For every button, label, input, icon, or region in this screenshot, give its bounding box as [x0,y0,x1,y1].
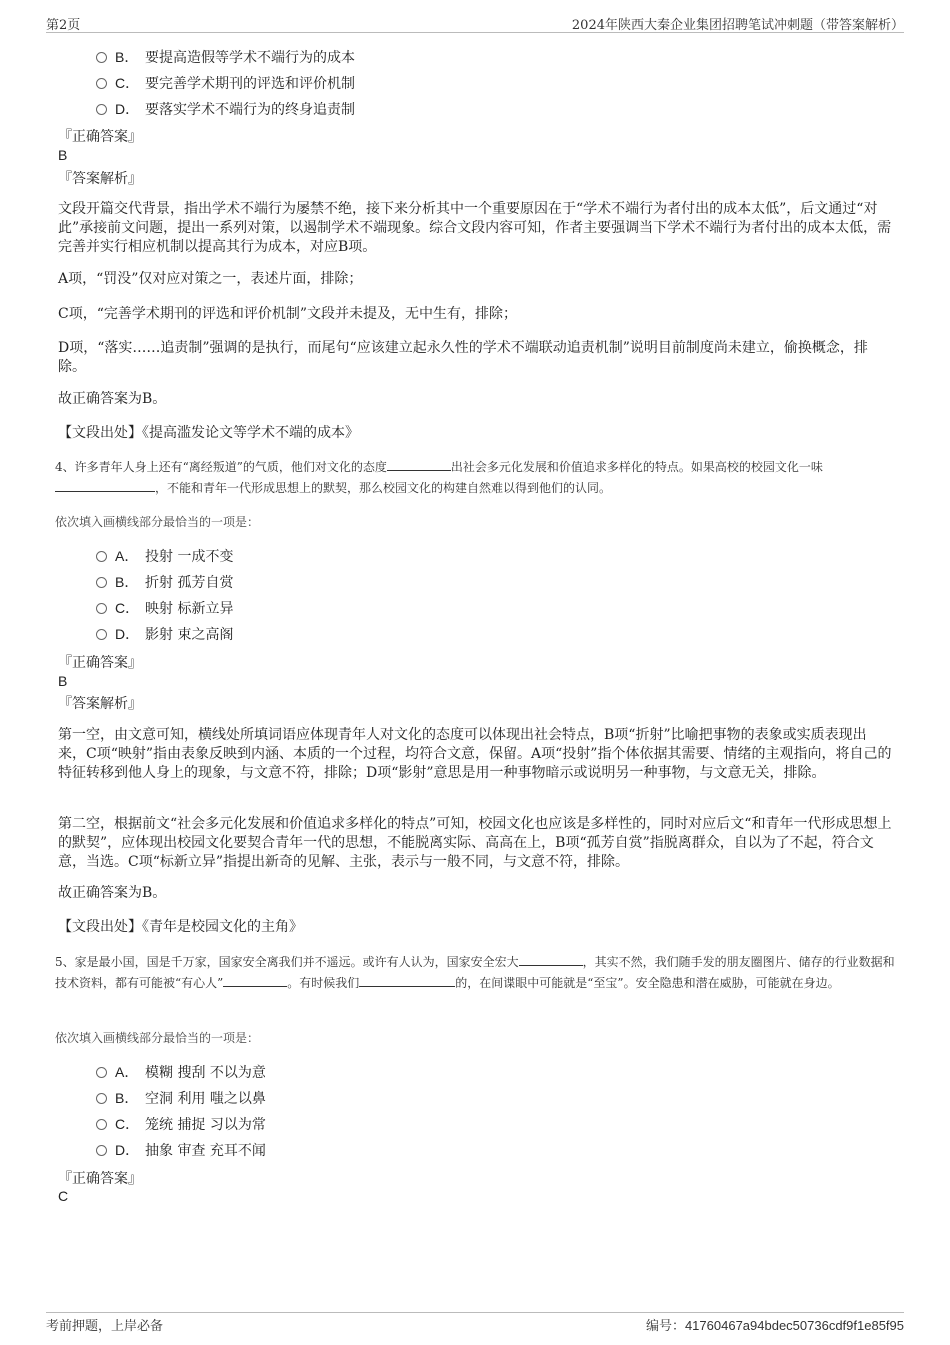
radio-icon[interactable] [96,1093,107,1104]
radio-icon[interactable] [96,629,107,640]
q5-answer: C [58,1188,69,1204]
blank [55,479,155,492]
q3-analysis-para: C项，“完善学术期刊的评选和评价机制”文段并未提及，无中生有，排除； [58,306,518,322]
q4-correct-label: 『正确答案』 [58,655,142,671]
document-code: 编号：41760467a94bdec50736cdf9f1e85f95 [645,1318,904,1333]
q5-instruction: 依次填入画横线部分最恰当的一项是： [55,1031,260,1045]
radio-icon[interactable] [96,577,107,588]
radio-icon[interactable] [96,551,107,562]
q4-option-b[interactable]: B． 折射 孤芳自赏 [96,572,233,592]
blank [519,953,583,966]
q3-analysis-para: 文段开篇交代背景，指出学术不端行为屡禁不绝，接下来分析其中一个重要原因在于“学术不端行为者付出的成本太低”，后文通过“对此”承接前文问题，提出一系列对策，以遏制学术不端现象。综合文段内容可知，作者主要强调当下学术不端行为者付出的成本太低，需完善并实行相应机制以提高其行为成本，对应B项。 [58,201,892,255]
page-number: 第2页 [46,18,81,33]
q5-option-a[interactable]: A． 模糊 搜刮 不以为意 [96,1062,266,1082]
page-header [46,14,904,33]
radio-icon[interactable] [96,52,107,63]
q3-source: 【文段出处】《提高滥发论文等学术不端的成本》 [58,425,359,441]
radio-icon[interactable] [96,78,107,89]
q4-instruction: 依次填入画横线部分最恰当的一项是： [55,515,260,529]
q5-stem: 5、家是最小国，国是千万家，国家安全离我们并不遥远。或许有人认为，国家安全宏大 ，其实不然，我们随手发的朋友圈图片、储存的行业数据和技术资料，都有可能被“有心人” 。有时候我们 的，在间谍眼中可能就是“至宝”。安全隐患和潜在威胁，可能就在身边。 [55,955,895,990]
document-title: 2024年陕西大秦企业集团招聘笔试冲刺题（带答案解析） [571,18,904,33]
radio-icon[interactable] [96,104,107,115]
q5-option-c[interactable]: C． 笼统 捕捉 习以为常 [96,1114,266,1134]
q4-source: 【文段出处】《青年是校园文化的主角》 [58,919,303,935]
q4-answer: B [58,673,68,689]
blank [223,974,287,987]
q4-analysis-label: 『答案解析』 [58,696,142,712]
q4-option-c[interactable]: C． 映射 标新立异 [96,598,233,618]
radio-icon[interactable] [96,603,107,614]
blank [359,974,455,987]
q3-conclusion: 故正确答案为B。 [58,391,167,407]
q5-correct-label: 『正确答案』 [58,1171,142,1187]
q3-analysis-para: D项，“落实……追责制”强调的是执行，而尾句“应该建立起永久性的学术不端联动追责机制”说明目前制度尚未建立，偷换概念，排除。 [58,340,868,375]
q5-option-b[interactable]: B． 空洞 利用 嗤之以鼻 [96,1088,266,1108]
q3-answer: B [58,147,68,163]
radio-icon[interactable] [96,1067,107,1078]
footer-slogan: 考前押题，上岸必备 [46,1319,164,1334]
q3-analysis-label: 『答案解析』 [58,171,142,187]
q3-option-c[interactable]: C． 要完善学术期刊的评选和评价机制 [96,73,355,93]
q3-option-b[interactable]: B． 要提高造假等学术不端行为的成本 [96,47,355,67]
radio-icon[interactable] [96,1119,107,1130]
q4-analysis-para: 第一空，由文意可知，横线处所填词语应体现青年人对文化的态度可以体现出社会特点，B项“折射”比喻把事物的表象或实质表现出来，C项“映射”指由表象反映到内涵、本质的一个过程，均符合文意，保留。A项“投射”指个体依据其需要、情绪的主观指向，将自己的特征转移到他人身上的现象，与文意不符，排除；D项“影射”意思是用一种事物暗示或说明另一种事物，与文意无关，排除。 [58,727,892,781]
q3-option-d[interactable]: D． 要落实学术不端行为的终身追责制 [96,99,355,119]
page-footer [46,1312,904,1333]
q3-correct-label: 『正确答案』 [58,129,142,145]
q5-option-d[interactable]: D． 抽象 审查 充耳不闻 [96,1140,266,1160]
radio-icon[interactable] [96,1145,107,1156]
q4-analysis-para: 第二空，根据前文“社会多元化发展和价值追求多样化的特点”可知，校园文化也应该是多样性的，同时对应后文“和青年一代形成思想上的默契”，应体现出校园文化要契合青年一代的思想，不能脱离实际、高高在上，B项“孤芳自赏”指脱离群众，自以为了不起，符合文意，当选。C项“标新立异”指提出新奇的见解、主张，表示与一般不同，与文意不符，排除。 [58,816,892,870]
blank [387,458,451,471]
q4-stem: 4、许多青年人身上还有“离经叛道”的气质，他们对文化的态度 出社会多元化发展和价值追求多样化的特点。如果高校的校园文化一味，不能和青年一代形成思想上的默契，那么校园文化的构建自然难以得到他们的认同。 [55,460,823,495]
q4-option-a[interactable]: A． 投射 一成不变 [96,546,233,566]
q4-conclusion: 故正确答案为B。 [58,885,167,901]
q3-analysis-para: A项，“罚没”仅对应对策之一，表述片面，排除； [58,271,363,287]
q4-option-d[interactable]: D． 影射 束之高阁 [96,624,233,644]
